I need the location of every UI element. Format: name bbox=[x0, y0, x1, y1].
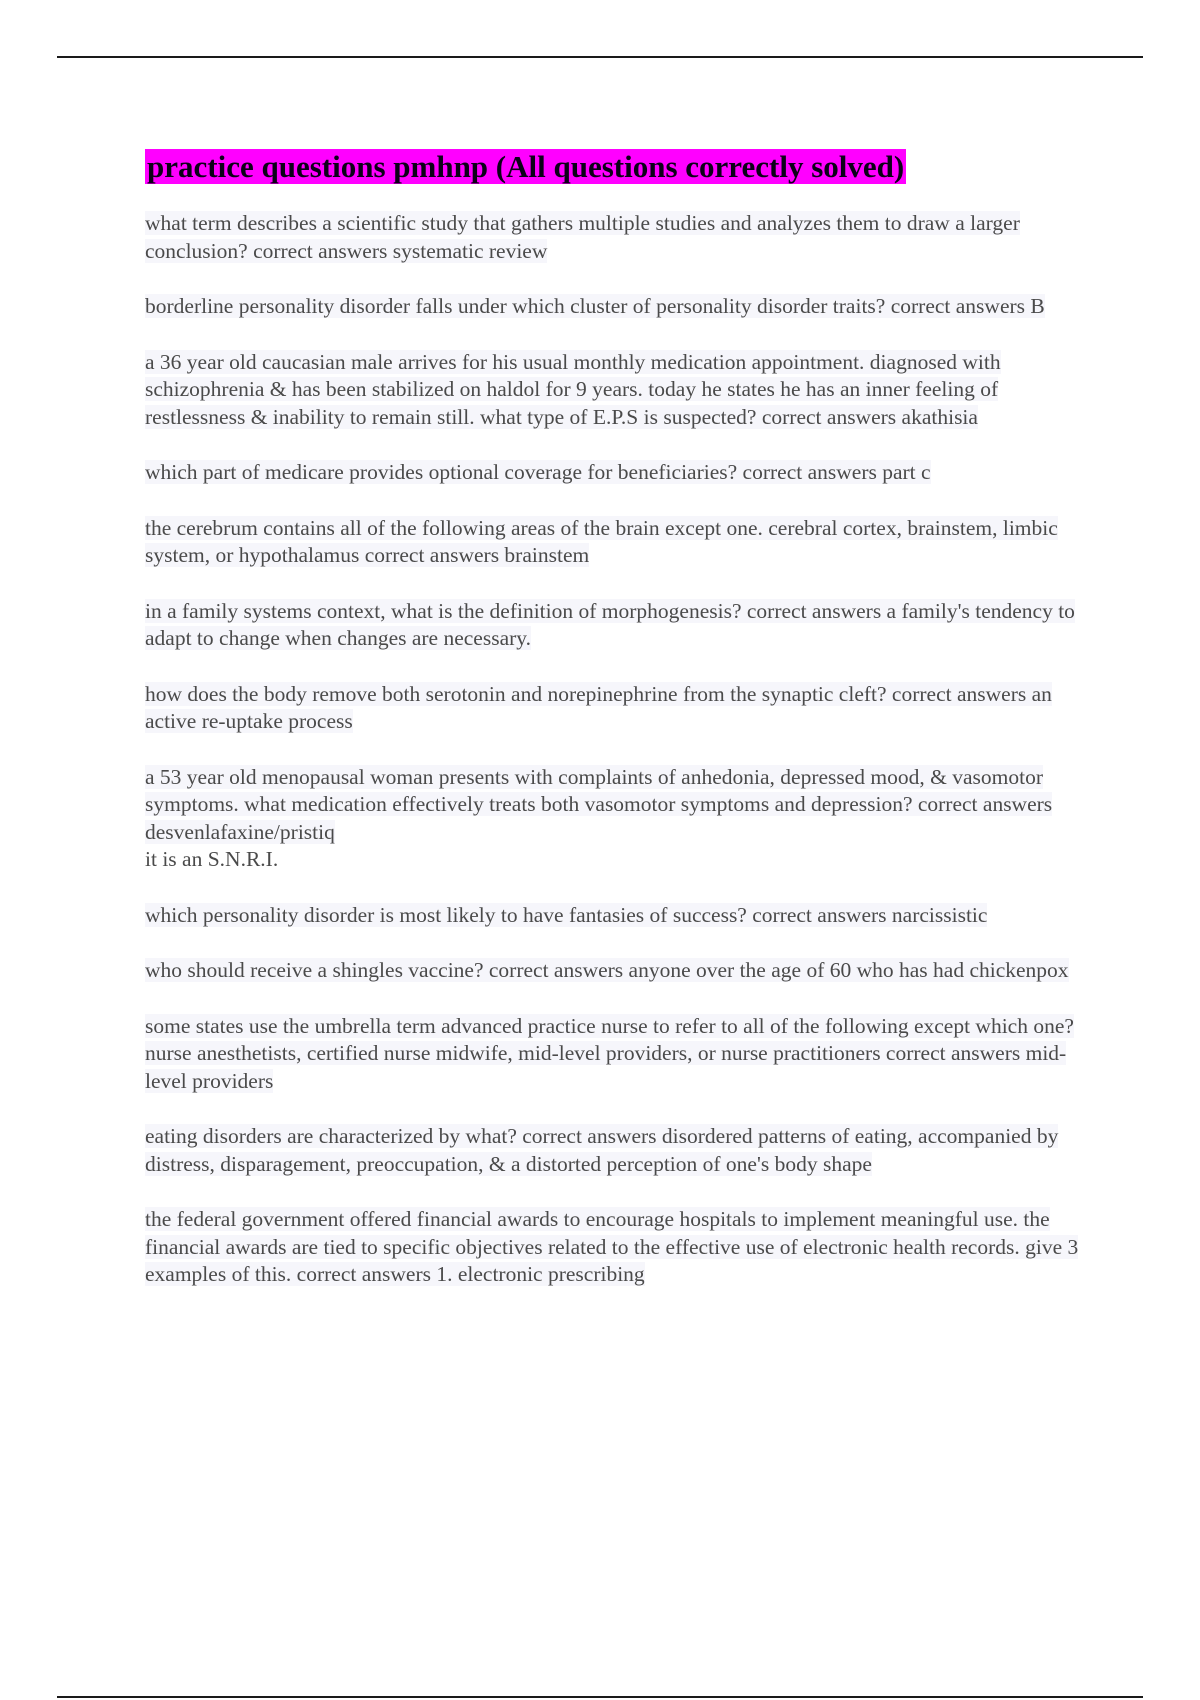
qa-item bbox=[145, 681, 1090, 736]
qa-text: the federal government offered financial awards to encourage hospitals to implement meaningful use. the financial awards are tied to specific objectives related to the effective use of electronic health records. give 3 examples of this. correct answers 1. electronic prescribing bbox=[145, 1207, 1079, 1286]
qa-item bbox=[145, 210, 1090, 265]
qa-item bbox=[145, 515, 1090, 570]
qa-item bbox=[145, 293, 1090, 321]
qa-text: borderline personality disorder falls under which cluster of personality disorder traits? correct answers B bbox=[145, 294, 1045, 318]
qa-text: a 53 year old menopausal woman presents with complaints of anhedonia, depressed mood, & vasomotor symptoms. what medication effectively treats both vasomotor symptoms and depression? correct answers desvenlafaxine/pristiq bbox=[145, 764, 1053, 844]
qa-text: how does the body remove both serotonin and norepinephrine from the synaptic cleft? correct answers an active re-uptake process bbox=[145, 681, 1052, 733]
qa-text: some states use the umbrella term advanced practice nurse to refer to all of the following except which one? nurse anesthetists, certified nurse midwife, mid-level providers, or nurse practitioners correct answers mid-level providers bbox=[145, 1013, 1074, 1093]
qa-item bbox=[145, 1206, 1090, 1289]
bottom-rule bbox=[57, 1696, 1143, 1698]
qa-text: which part of medicare provides optional coverage for beneficiaries? correct answers part c bbox=[145, 460, 931, 484]
document-title: practice questions pmhnp (All questions correctly solved) bbox=[147, 149, 905, 184]
qa-text: in a family systems context, what is the definition of morphogenesis? correct answers a family's tendency to adapt to change when changes are necessary. bbox=[145, 598, 1075, 650]
qa-note: it is an S.N.R.I. bbox=[145, 847, 279, 871]
qa-item bbox=[145, 1123, 1090, 1178]
qa-text: the cerebrum contains all of the following areas of the brain except one. cerebral cortex, brainstem, limbic system, or hypothalamus correct answers brainstem bbox=[145, 515, 1058, 567]
qa-item bbox=[145, 459, 1090, 487]
qa-item bbox=[145, 1013, 1090, 1096]
qa-item bbox=[145, 349, 1090, 432]
qa-item bbox=[145, 957, 1090, 985]
qa-text: what term describes a scientific study that gathers multiple studies and analyzes them to draw a larger conclusion? correct answers systematic review bbox=[145, 211, 1020, 263]
top-rule bbox=[57, 56, 1143, 58]
document-body bbox=[145, 146, 1090, 1317]
qa-item bbox=[145, 764, 1090, 874]
qa-text: eating disorders are characterized by what? correct answers disordered patterns of eating, accompanied by distress, disparagement, preoccupation, & a distorted perception of one's body shape bbox=[145, 1124, 1059, 1176]
qa-item bbox=[145, 902, 1090, 930]
qa-text: which personality disorder is most likely to have fantasies of success? correct answers narcissistic bbox=[145, 902, 988, 927]
qa-item bbox=[145, 598, 1090, 653]
title-block bbox=[145, 146, 1090, 188]
qa-text: a 36 year old caucasian male arrives for his usual monthly medication appointment. diagnosed with schizophrenia & has been stabilized on haldol for 9 years. today he states he has an inner feeling of restlessness & inability to remain still. what type of E.P.S is suspected? correct answers akathisia bbox=[145, 349, 1001, 429]
qa-text: who should receive a shingles vaccine? correct answers anyone over the age of 60 who has had chickenpox bbox=[145, 958, 1069, 982]
